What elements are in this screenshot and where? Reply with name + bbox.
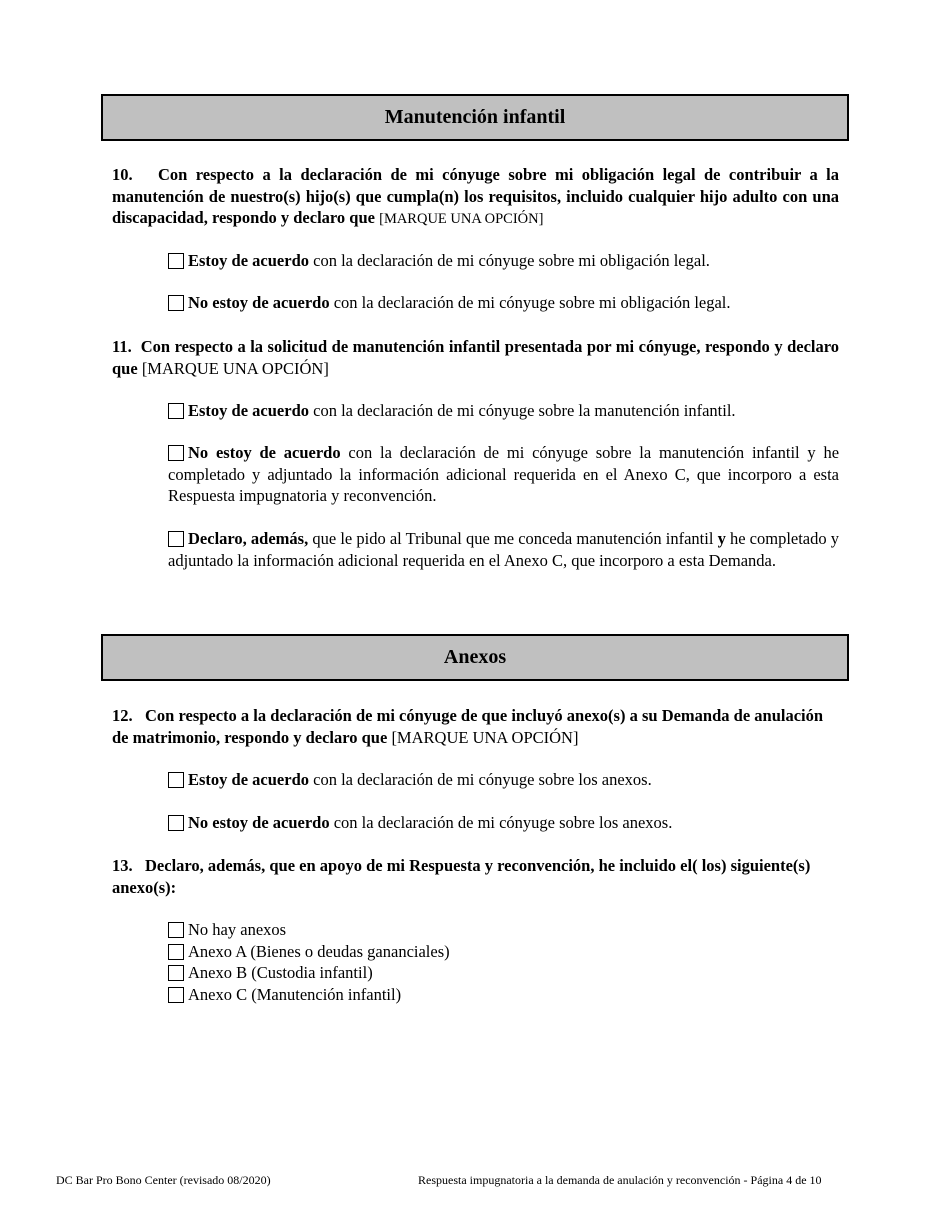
section-header-annexes <box>101 634 849 681</box>
footer-left: DC Bar Pro Bono Center (revisado 08/2020) <box>56 1173 271 1187</box>
annex-item <box>168 919 450 941</box>
question-10 <box>112 164 839 231</box>
question-12 <box>112 705 839 748</box>
option-label: No estoy de acuerdo <box>188 293 330 312</box>
checkbox[interactable] <box>168 253 184 269</box>
checkbox[interactable] <box>168 403 184 419</box>
section-title: Anexos <box>443 646 507 668</box>
q12-option-disagree <box>168 812 839 834</box>
option-text: con la declaración de mi cónyuge sobre la manutención infantil y he completado y adjuntado la información adicional requerida en el Anexo C, que incorporo a esta Respuesta impugnatoria y reconvención. <box>168 443 840 505</box>
question-number: 11. <box>112 337 132 356</box>
q10-option-agree <box>168 250 839 272</box>
checkbox[interactable] <box>168 295 184 311</box>
question-11 <box>112 336 839 379</box>
q10-option-disagree <box>168 292 839 314</box>
annex-item <box>168 984 450 1006</box>
q11-option-agree <box>168 400 839 422</box>
annex-label: Anexo C (Manutención infantil) <box>188 984 402 1004</box>
annex-item <box>168 941 450 963</box>
footer-right: Respuesta impugnatoria a la demanda de anulación y reconvención - Página 4 de 10 <box>418 1173 822 1187</box>
checkbox[interactable] <box>168 987 184 1003</box>
option-text-continued: he completado y adjuntado la información adicional requerida en el Anexo C, que incorporo a esta Demanda. <box>168 529 840 570</box>
option-label: No estoy de acuerdo <box>188 443 341 462</box>
option-label: Estoy de acuerdo <box>188 770 309 789</box>
option-text: que le pido al Tribunal que me conceda manutención infantil <box>312 529 714 548</box>
checkbox[interactable] <box>168 445 184 461</box>
question-13 <box>112 855 812 898</box>
question-text: Con respecto a la solicitud de manutención infantil presentada por mi cónyuge, respondo y declaro que <box>112 337 840 378</box>
option-text: con la declaración de mi cónyuge sobre los anexos. <box>333 813 673 832</box>
instruction: [MARQUE UNA OPCIÓN] <box>141 358 329 378</box>
question-text: Declaro, además, que en apoyo de mi Respuesta y reconvención, he incluido el( los) siguiente(s) anexo(s): <box>112 856 811 897</box>
question-number: 10. <box>112 165 133 184</box>
instruction: [MARQUE UNA OPCIÓN] <box>391 727 579 747</box>
annex-label: No hay anexos <box>188 920 287 939</box>
annex-checklist <box>168 919 450 1005</box>
instruction: [MARQUE UNA OPCIÓN] <box>379 211 544 227</box>
annex-label: Anexo B (Custodia infantil) <box>188 963 373 982</box>
checkbox[interactable] <box>168 772 184 788</box>
q11-option-request <box>168 528 839 571</box>
checkbox[interactable] <box>168 944 184 960</box>
option-emphasis: y <box>717 529 726 548</box>
option-text: con la declaración de mi cónyuge sobre la manutención infantil. <box>313 401 736 420</box>
question-number: 12. <box>112 706 133 725</box>
option-text: con la declaración de mi cónyuge sobre los anexos. <box>313 770 652 789</box>
q12-option-agree <box>168 769 839 791</box>
checkbox[interactable] <box>168 965 184 981</box>
checkbox[interactable] <box>168 531 184 547</box>
section-title: Manutención infantil <box>384 106 566 128</box>
option-text: con la declaración de mi cónyuge sobre mi obligación legal. <box>333 293 731 312</box>
question-text: Con respecto a la declaración de mi cónyuge de que incluyó anexo(s) a su Demanda de anulación de matrimonio, respondo y declaro que <box>112 706 824 747</box>
annex-item <box>168 962 450 984</box>
question-text: Con respecto a la declaración de mi cónyuge sobre mi obligación legal de contribuir a la manutención de nuestro(s) hijo(s) que cumpla(n) los requisitos, incluido cualquier hijo adulto con una discapacidad, respondo y declaro que <box>112 165 840 227</box>
option-text: con la declaración de mi cónyuge sobre mi obligación legal. <box>313 251 710 270</box>
option-label: Declaro, además, <box>188 529 309 548</box>
option-label: Estoy de acuerdo <box>188 401 309 420</box>
checkbox[interactable] <box>168 815 184 831</box>
annex-label: Anexo A (Bienes o deudas gananciales) <box>188 941 450 961</box>
checkbox[interactable] <box>168 922 184 938</box>
q11-option-disagree <box>168 442 839 507</box>
section-header-child-support <box>101 94 849 141</box>
option-label: No estoy de acuerdo <box>188 813 330 832</box>
question-number: 13. <box>112 856 133 875</box>
option-label: Estoy de acuerdo <box>188 251 309 270</box>
